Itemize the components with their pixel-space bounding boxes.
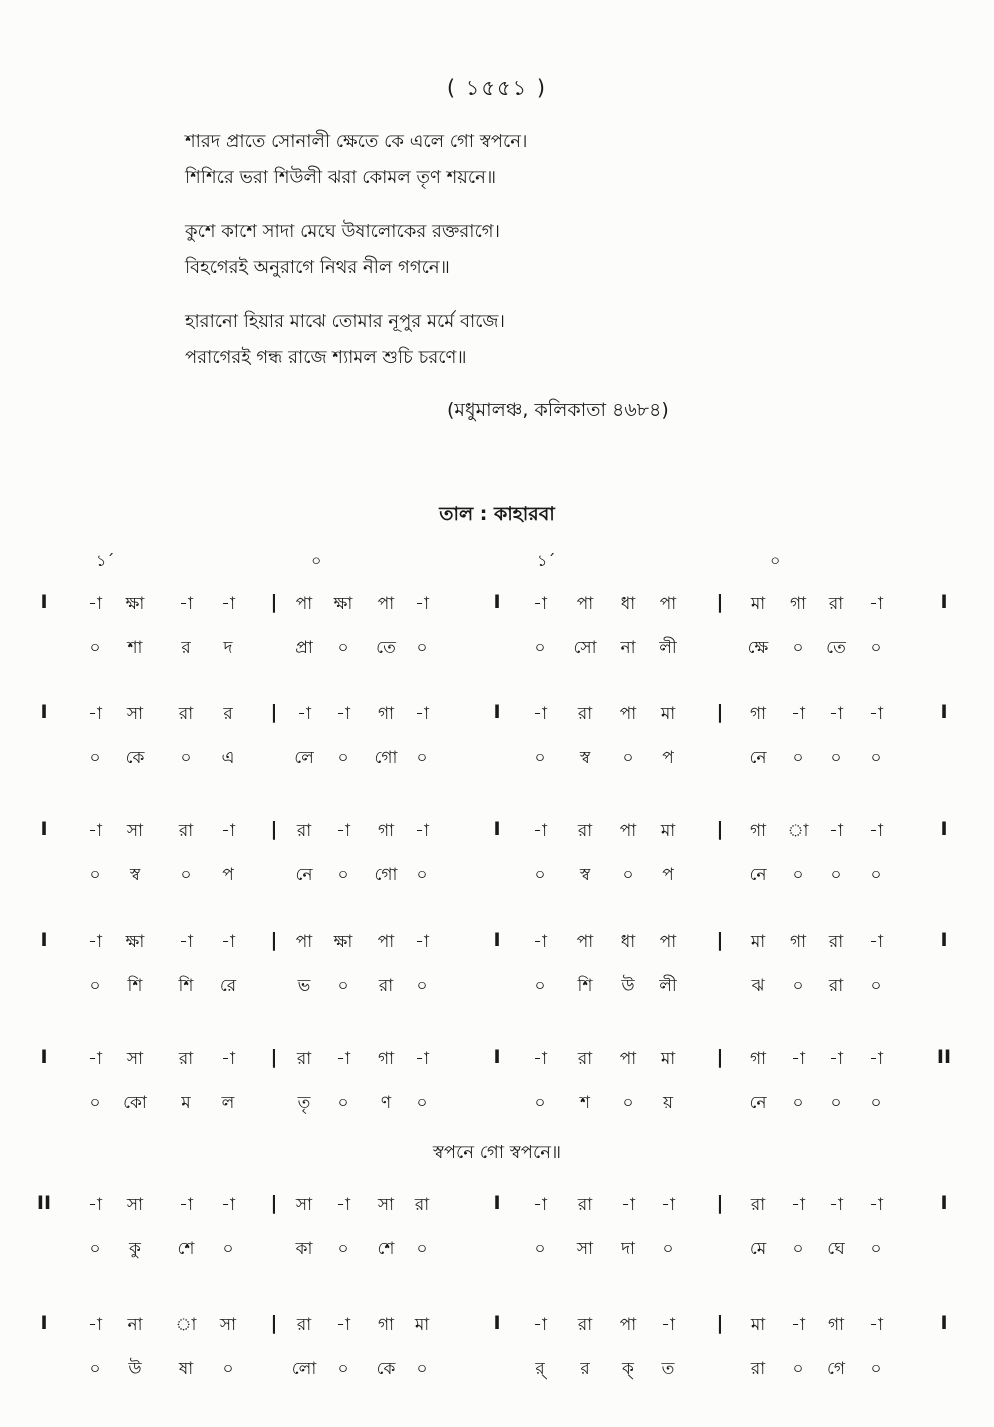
lyric-syllable: ০: [89, 865, 101, 885]
lyric-syllable: নে: [749, 865, 767, 885]
swara-note: -া: [791, 704, 805, 724]
swara-note: -া: [533, 932, 547, 952]
lyric-syllable: দ: [223, 638, 233, 658]
swara-note: -া: [661, 1315, 675, 1335]
lyric-syllable: লো: [291, 1359, 317, 1379]
lyric-syllable: শে: [377, 1239, 395, 1259]
swara-note: ক্ষা: [125, 932, 145, 952]
lyric-syllable: ০: [622, 1093, 634, 1113]
swara-note: মা: [750, 932, 766, 952]
lyric-syllable: তে: [376, 638, 396, 658]
bar-separator: I: [940, 1312, 948, 1334]
lyric-syllable: সা: [576, 1239, 594, 1259]
swara-note: ক্ষা: [333, 932, 353, 952]
bar-separator: I: [940, 929, 948, 951]
lyric-syllable: ০: [337, 748, 349, 768]
swara-note: ধা: [620, 932, 636, 952]
refrain-line: স্বপনে গো স্বপনে॥: [432, 1142, 562, 1163]
swara-note: সা: [219, 1315, 237, 1335]
lyric-syllable: গো: [374, 865, 398, 885]
swara-note: -া: [179, 932, 193, 952]
swara-note: -া: [88, 1049, 102, 1069]
swara-note: -া: [533, 704, 547, 724]
bar-separator: I: [493, 818, 501, 840]
lyric-syllable: ০: [830, 865, 842, 885]
lyric-syllable: ভ: [297, 976, 311, 996]
lyric-syllable: ০: [792, 865, 804, 885]
lyric-syllable: কে: [125, 748, 145, 768]
tala-title: তাল : কাহারবা: [439, 503, 555, 525]
lyric-syllable: লী: [659, 976, 677, 996]
bar-separator: I: [493, 1046, 501, 1068]
swara-note: -া: [221, 1049, 235, 1069]
lyric-syllable: মে: [749, 1239, 767, 1259]
bar-separator: |: [716, 1046, 724, 1068]
swara-note: গা: [377, 1049, 395, 1069]
lyric-syllable: প: [662, 748, 674, 768]
lyric-syllable: শি: [577, 976, 593, 996]
swara-note: গা: [749, 821, 767, 841]
lyric-syllable: ক্ষে: [747, 638, 769, 658]
lyric-syllable: গো: [374, 748, 398, 768]
lyric-syllable: ০: [416, 748, 428, 768]
lyric-syllable: ০: [416, 976, 428, 996]
beat-marker: ১´: [537, 551, 556, 570]
lyric-line: পরাগেরই গন্ধ রাজে শ্যামল শুচি চরণে॥: [185, 347, 467, 368]
lyric-syllable: ০: [416, 1359, 428, 1379]
swara-note: -া: [869, 821, 883, 841]
swara-note: -া: [533, 594, 547, 614]
lyric-syllable: ০: [534, 1239, 546, 1259]
swara-note: রা: [178, 704, 194, 724]
lyric-syllable: দা: [621, 1239, 635, 1259]
swara-note: রা: [577, 821, 593, 841]
swara-note: -া: [336, 704, 350, 724]
swara-note: না: [127, 1315, 143, 1335]
swara-note: সা: [126, 704, 144, 724]
page-number: ( ১৫৫১ ): [446, 76, 548, 100]
swara-note: -া: [791, 1195, 805, 1215]
bar-separator: I: [940, 701, 948, 723]
lyric-syllable: ণ: [380, 1093, 392, 1113]
lyric-line: কুশে কাশে সাদা মেঘে উষালোকের রক্তরাগে।: [185, 221, 500, 242]
swara-note: মা: [414, 1315, 430, 1335]
swara-note: -া: [221, 932, 235, 952]
swara-note: -া: [179, 594, 193, 614]
lyric-syllable: ০: [416, 638, 428, 658]
lyric-syllable: ০: [416, 1239, 428, 1259]
lyric-line: হারানো হিয়ার মাঝে তোমার নূপুর মর্মে বাজে।: [185, 311, 505, 332]
lyric-syllable: ০: [792, 1359, 804, 1379]
bar-separator: I: [493, 929, 501, 951]
swara-note: -া: [533, 1195, 547, 1215]
lyric-syllable: উ: [621, 976, 635, 996]
lyric-syllable: ০: [337, 1093, 349, 1113]
lyric-syllable: ০: [870, 748, 882, 768]
swara-note: গা: [377, 1315, 395, 1335]
swara-note: গা: [789, 932, 807, 952]
lyric-line: শিশিরে ভরা শিউলী ঝরা কোমল তৃণ শয়নে॥: [185, 167, 497, 188]
swara-note: -া: [415, 932, 429, 952]
lyric-syllable: ০: [792, 748, 804, 768]
swara-note: -া: [88, 1315, 102, 1335]
lyric-syllable: ০: [222, 1359, 234, 1379]
lyric-syllable: ০: [337, 1239, 349, 1259]
swara-note: গা: [377, 704, 395, 724]
lyric-syllable: ০: [89, 638, 101, 658]
swara-note: -া: [533, 821, 547, 841]
swara-note: পা: [619, 704, 637, 724]
swara-note: -া: [621, 1195, 635, 1215]
lyric-syllable: ০: [534, 865, 546, 885]
swara-note: র: [223, 704, 233, 724]
swara-note: পা: [377, 594, 395, 614]
swara-note: -া: [88, 1195, 102, 1215]
lyric-syllable: না: [620, 638, 636, 658]
swara-note: পা: [659, 594, 677, 614]
lyric-syllable: ০: [416, 865, 428, 885]
swara-note: -া: [791, 1315, 805, 1335]
lyric-syllable: শি: [178, 976, 194, 996]
swara-note: রা: [577, 1195, 593, 1215]
swara-note: -া: [221, 821, 235, 841]
lyric-syllable: ষা: [178, 1359, 194, 1379]
swara-note: -া: [869, 932, 883, 952]
swara-note: -া: [869, 704, 883, 724]
lyric-syllable: রা: [828, 976, 844, 996]
bar-separator: I: [40, 591, 48, 613]
swara-note: -া: [415, 821, 429, 841]
beat-marker: ০: [770, 551, 781, 570]
lyric-syllable: শে: [177, 1239, 195, 1259]
bar-separator: I: [40, 929, 48, 951]
swara-note: সা: [377, 1195, 395, 1215]
bar-separator: |: [270, 591, 278, 613]
swara-note: সা: [126, 821, 144, 841]
bar-separator: I: [940, 591, 948, 613]
beat-marker: ০: [311, 551, 322, 570]
swara-note: -া: [533, 1315, 547, 1335]
bar-separator: I: [940, 1192, 948, 1214]
lyric-syllable: ০: [222, 1239, 234, 1259]
lyric-syllable: ০: [534, 748, 546, 768]
lyric-syllable: ঝ: [751, 976, 765, 996]
swara-note: -া: [869, 594, 883, 614]
lyric-syllable: নে: [749, 748, 767, 768]
swara-note: রা: [828, 932, 844, 952]
swara-note: রা: [178, 1049, 194, 1069]
lyrics-block: [185, 124, 527, 376]
swara-note: গা: [749, 704, 767, 724]
swara-note: গা: [827, 1315, 845, 1335]
lyric-syllable: ০: [662, 1239, 674, 1259]
lyric-syllable: কে: [376, 1359, 396, 1379]
swara-note: গা: [749, 1049, 767, 1069]
swara-note: -া: [336, 1315, 350, 1335]
swara-note: -া: [88, 704, 102, 724]
lyric-syllable: য়: [662, 1093, 674, 1113]
lyric-syllable: ০: [180, 748, 192, 768]
lyric-syllable: স্ব: [129, 865, 141, 885]
lyric-syllable: ০: [534, 638, 546, 658]
lyric-syllable: ০: [337, 638, 349, 658]
lyric-syllable: লে: [294, 748, 314, 768]
swara-note: মা: [660, 1049, 676, 1069]
lyric-syllable: গে: [826, 1359, 846, 1379]
bar-separator: |: [716, 1192, 724, 1214]
lyric-syllable: ত: [661, 1359, 675, 1379]
swara-note: পা: [295, 932, 313, 952]
lyric-syllable: ০: [89, 1359, 101, 1379]
swara-note: -া: [88, 821, 102, 841]
lyric-syllable: তে: [826, 638, 846, 658]
lyric-syllable: র: [181, 638, 191, 658]
swara-note: -া: [829, 821, 843, 841]
swara-note: মা: [750, 1315, 766, 1335]
lyric-syllable: ০: [534, 1093, 546, 1113]
lyric-syllable: স্ব: [579, 865, 591, 885]
bar-separator: I: [40, 818, 48, 840]
swara-note: পা: [295, 594, 313, 614]
lyric-syllable: ম: [181, 1093, 191, 1113]
lyric-line: শারদ প্রাতে সোনালী ক্ষেতে কে এলে গো স্বপনে।: [185, 131, 528, 152]
bar-separator: I: [493, 1192, 501, 1214]
swara-note: -া: [661, 1195, 675, 1215]
lyric-syllable: ০: [337, 976, 349, 996]
bar-separator: |: [716, 591, 724, 613]
lyric-syllable: স্ব: [579, 748, 591, 768]
lyric-syllable: সো: [573, 638, 597, 658]
lyric-syllable: ০: [830, 1093, 842, 1113]
swara-note: -া: [533, 1049, 547, 1069]
swara-note: -া: [415, 1049, 429, 1069]
swara-note: পা: [619, 1049, 637, 1069]
lyric-syllable: শ: [579, 1093, 591, 1113]
lyric-syllable: ০: [870, 1239, 882, 1259]
swara-note: রা: [414, 1195, 430, 1215]
lyric-syllable: ০: [89, 748, 101, 768]
lyric-syllable: ০: [337, 865, 349, 885]
lyric-syllable: শি: [127, 976, 143, 996]
lyric-syllable: ০: [870, 1359, 882, 1379]
swara-note: রা: [750, 1195, 766, 1215]
lyric-syllable: উ: [128, 1359, 142, 1379]
lyric-syllable: ০: [622, 865, 634, 885]
bar-separator: I: [940, 818, 948, 840]
swara-note: রা: [296, 1315, 312, 1335]
lyric-syllable: তৃ: [297, 1093, 311, 1113]
lyric-syllable: ০: [792, 976, 804, 996]
lyric-syllable: ০: [89, 1093, 101, 1113]
lyric-syllable: এ: [221, 748, 235, 768]
swara-note: -া: [336, 1195, 350, 1215]
bar-separator: |: [270, 818, 278, 840]
lyric-syllable: ০: [830, 748, 842, 768]
swara-note: -া: [829, 1049, 843, 1069]
bar-separator: |: [270, 1046, 278, 1068]
lyric-syllable: কো: [123, 1093, 147, 1113]
lyric-syllable: ০: [89, 1239, 101, 1259]
swara-note: ক্ষা: [125, 594, 145, 614]
lyric-syllable: ০: [792, 1093, 804, 1113]
lyric-syllable: কু: [129, 1239, 141, 1259]
swara-note: -া: [88, 932, 102, 952]
bar-separator: II: [936, 1046, 952, 1068]
source-citation: (মধুমালঞ্চ, কলিকাতা ৪৬৮৪): [447, 399, 669, 421]
lyric-syllable: কা: [295, 1239, 313, 1259]
bar-separator: |: [270, 701, 278, 723]
swara-note: রা: [577, 1315, 593, 1335]
swara-note: -া: [179, 1195, 193, 1215]
beat-marker: ১´: [96, 551, 115, 570]
bar-separator: I: [40, 1046, 48, 1068]
bar-separator: |: [716, 701, 724, 723]
swara-note: -া: [869, 1195, 883, 1215]
lyric-syllable: লী: [659, 638, 677, 658]
lyric-syllable: ০: [89, 976, 101, 996]
swara-note: রা: [577, 704, 593, 724]
swara-note: -া: [221, 1195, 235, 1215]
swara-note: পা: [619, 1315, 637, 1335]
swara-note: ধা: [620, 594, 636, 614]
swara-note: রা: [296, 821, 312, 841]
swara-note: মা: [660, 821, 676, 841]
lyric-syllable: ০: [534, 976, 546, 996]
lyric-syllable: ক্: [622, 1359, 634, 1379]
swara-note: গা: [789, 594, 807, 614]
bar-separator: I: [493, 701, 501, 723]
bar-separator: |: [270, 1192, 278, 1214]
swara-note: ক্ষা: [333, 594, 353, 614]
swara-note: পা: [659, 932, 677, 952]
lyric-syllable: প্রা: [295, 638, 313, 658]
swara-note: -া: [336, 821, 350, 841]
swara-note: -া: [415, 704, 429, 724]
swara-note: -া: [829, 704, 843, 724]
swara-note: -া: [829, 1195, 843, 1215]
swara-note: -া: [297, 704, 311, 724]
swara-note: -া: [791, 1049, 805, 1069]
lyric-syllable: ০: [337, 1359, 349, 1379]
swara-note: গা: [377, 821, 395, 841]
swara-note: -া: [221, 594, 235, 614]
lyric-syllable: ০: [870, 638, 882, 658]
swara-note: সা: [295, 1195, 313, 1215]
swara-note: পা: [576, 594, 594, 614]
swara-note: া: [175, 1315, 197, 1335]
bar-separator: I: [493, 591, 501, 613]
bar-separator: |: [716, 929, 724, 951]
lyric-syllable: র্: [535, 1359, 545, 1379]
lyric-syllable: রা: [750, 1359, 766, 1379]
lyric-syllable: ০: [792, 638, 804, 658]
swara-note: া: [787, 821, 809, 841]
lyric-syllable: ঘে: [827, 1239, 845, 1259]
lyric-syllable: রা: [378, 976, 394, 996]
swara-note: পা: [576, 932, 594, 952]
lyric-syllable: ০: [792, 1239, 804, 1259]
swara-note: -া: [869, 1049, 883, 1069]
lyric-syllable: ০: [416, 1093, 428, 1113]
bar-separator: I: [493, 1312, 501, 1334]
lyric-syllable: নে: [295, 865, 313, 885]
bar-separator: II: [36, 1192, 52, 1214]
lyric-syllable: নে: [749, 1093, 767, 1113]
bar-separator: I: [40, 1312, 48, 1334]
bar-separator: |: [716, 818, 724, 840]
lyric-syllable: ০: [870, 1093, 882, 1113]
lyric-line: বিহগেরই অনুরাগে নিথর নীল গগনে॥: [185, 257, 450, 278]
swara-note: মা: [750, 594, 766, 614]
swara-note: মা: [660, 704, 676, 724]
bar-separator: |: [270, 929, 278, 951]
swara-note: পা: [619, 821, 637, 841]
swara-note: সা: [126, 1195, 144, 1215]
lyric-syllable: ০: [180, 865, 192, 885]
bar-separator: |: [270, 1312, 278, 1334]
swara-note: রা: [296, 1049, 312, 1069]
lyric-syllable: ০: [870, 865, 882, 885]
swara-note: সা: [126, 1049, 144, 1069]
lyric-syllable: ০: [622, 748, 634, 768]
bar-separator: |: [716, 1312, 724, 1334]
swara-note: -া: [869, 1315, 883, 1335]
swara-note: রা: [828, 594, 844, 614]
lyric-syllable: ল: [221, 1093, 235, 1113]
swara-note: -া: [88, 594, 102, 614]
bar-separator: I: [40, 701, 48, 723]
swara-note: -া: [336, 1049, 350, 1069]
lyric-syllable: প: [222, 865, 234, 885]
swara-note: রা: [577, 1049, 593, 1069]
swara-note: -া: [415, 594, 429, 614]
lyric-syllable: শা: [127, 638, 143, 658]
lyric-syllable: র: [580, 1359, 590, 1379]
swara-note: পা: [377, 932, 395, 952]
lyric-syllable: প: [662, 865, 674, 885]
lyric-syllable: রে: [219, 976, 237, 996]
lyric-syllable: ০: [870, 976, 882, 996]
swara-note: রা: [178, 821, 194, 841]
